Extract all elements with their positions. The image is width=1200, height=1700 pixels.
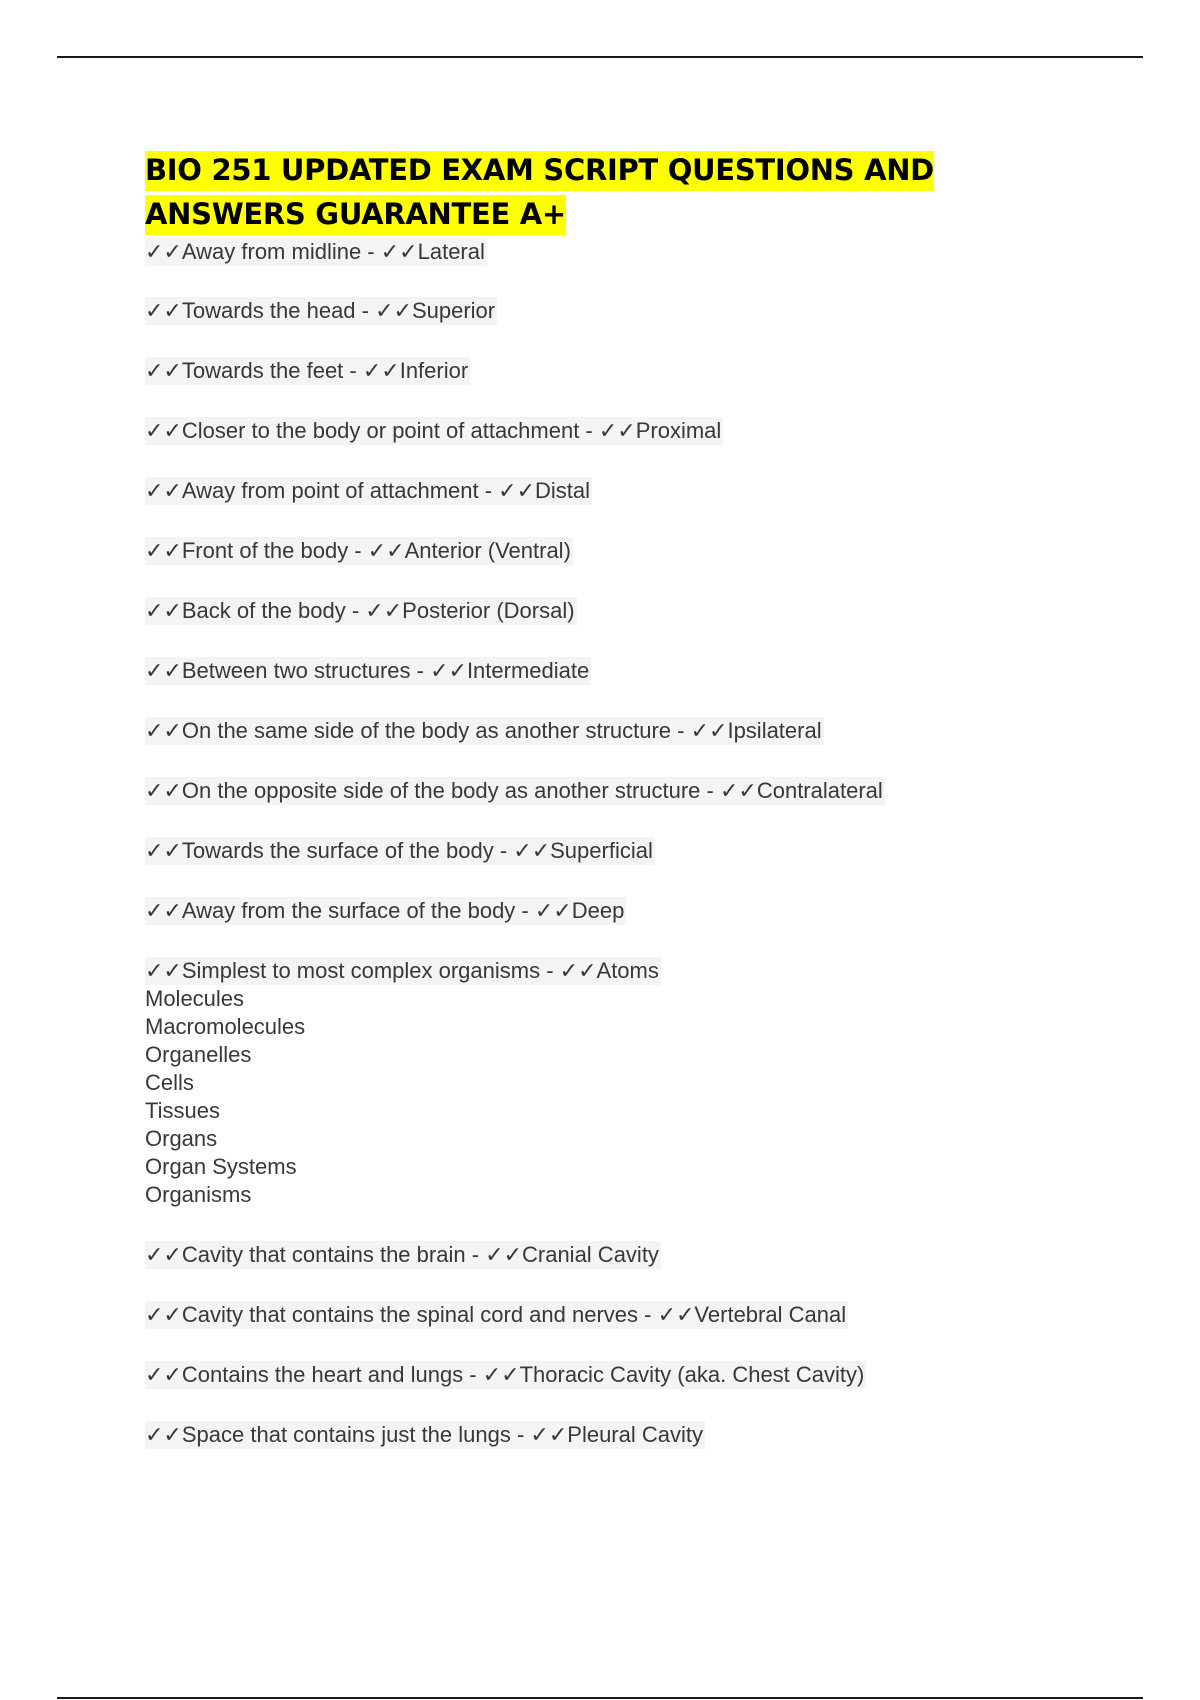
bottom-rule [57,1697,1143,1699]
qa-item [145,597,1095,625]
document-body [145,148,1095,1481]
qa-item-text: ✓✓Between two structures - ✓✓Intermediate [145,658,590,683]
qa-item-text: ✓✓Front of the body - ✓✓Anterior (Ventral) [145,538,571,563]
qa-item-text: ✓✓Closer to the body or point of attachment - ✓✓Proximal [145,418,722,443]
qa-item-continuation-line: Organs [145,1126,218,1151]
qa-item-text: ✓✓Towards the surface of the body - ✓✓Superficial [145,838,653,863]
qa-item-continuation-line: Molecules [145,986,245,1011]
qa-item-text: ✓✓On the same side of the body as another structure - ✓✓Ipsilateral [145,718,822,743]
qa-item-continuation-line: Tissues [145,1098,220,1123]
qa-item [145,957,1095,1209]
qa-item-text: ✓✓Space that contains just the lungs - ✓✓Pleural Cavity [145,1422,703,1447]
document-title [145,148,1095,236]
qa-item [145,417,1095,445]
qa-item-continuation-line: Macromolecules [145,1014,306,1039]
qa-item-text: ✓✓Away from the surface of the body - ✓✓Deep [145,898,625,923]
qa-item-text: ✓✓Towards the feet - ✓✓Inferior [145,358,469,383]
title-line-1: BIO 251 UPDATED EXAM SCRIPT QUESTIONS AND [145,151,934,191]
qa-item [145,477,1095,505]
qa-item-continuation-line: Organisms [145,1182,252,1207]
qa-item-continuation [145,985,1095,1209]
qa-item [145,1301,1095,1329]
qa-item-text: ✓✓Back of the body - ✓✓Posterior (Dorsal) [145,598,575,623]
title-line-2: ANSWERS GUARANTEE A+ [145,195,566,235]
qa-item [145,297,1095,325]
qa-item-continuation-line: Cells [145,1070,194,1095]
qa-item [145,717,1095,745]
qa-item [145,1421,1095,1449]
qa-item [145,777,1095,805]
question-answer-list [145,238,1095,1449]
qa-item-continuation-line: Organ Systems [145,1154,297,1179]
qa-item-text: ✓✓Away from point of attachment - ✓✓Distal [145,478,591,503]
qa-item [145,537,1095,565]
qa-item-continuation-line: Organelles [145,1042,252,1067]
qa-item [145,897,1095,925]
top-rule [57,56,1143,58]
qa-item [145,1361,1095,1389]
qa-item-text: ✓✓Simplest to most complex organisms - ✓✓Atoms [145,958,659,983]
qa-item [145,657,1095,685]
qa-item [145,238,1095,266]
qa-item-text: ✓✓Contains the heart and lungs - ✓✓Thoracic Cavity (aka. Chest Cavity) [145,1362,865,1387]
qa-item-text: ✓✓Cavity that contains the spinal cord and nerves - ✓✓Vertebral Canal [145,1302,847,1327]
qa-item-text: ✓✓Away from midline - ✓✓Lateral [145,239,485,264]
qa-item [145,1241,1095,1269]
qa-item-text: ✓✓Towards the head - ✓✓Superior [145,298,496,323]
qa-item-text: ✓✓On the opposite side of the body as another structure - ✓✓Contralateral [145,778,883,803]
qa-item [145,357,1095,385]
qa-item [145,837,1095,865]
qa-item-text: ✓✓Cavity that contains the brain - ✓✓Cranial Cavity [145,1242,659,1267]
